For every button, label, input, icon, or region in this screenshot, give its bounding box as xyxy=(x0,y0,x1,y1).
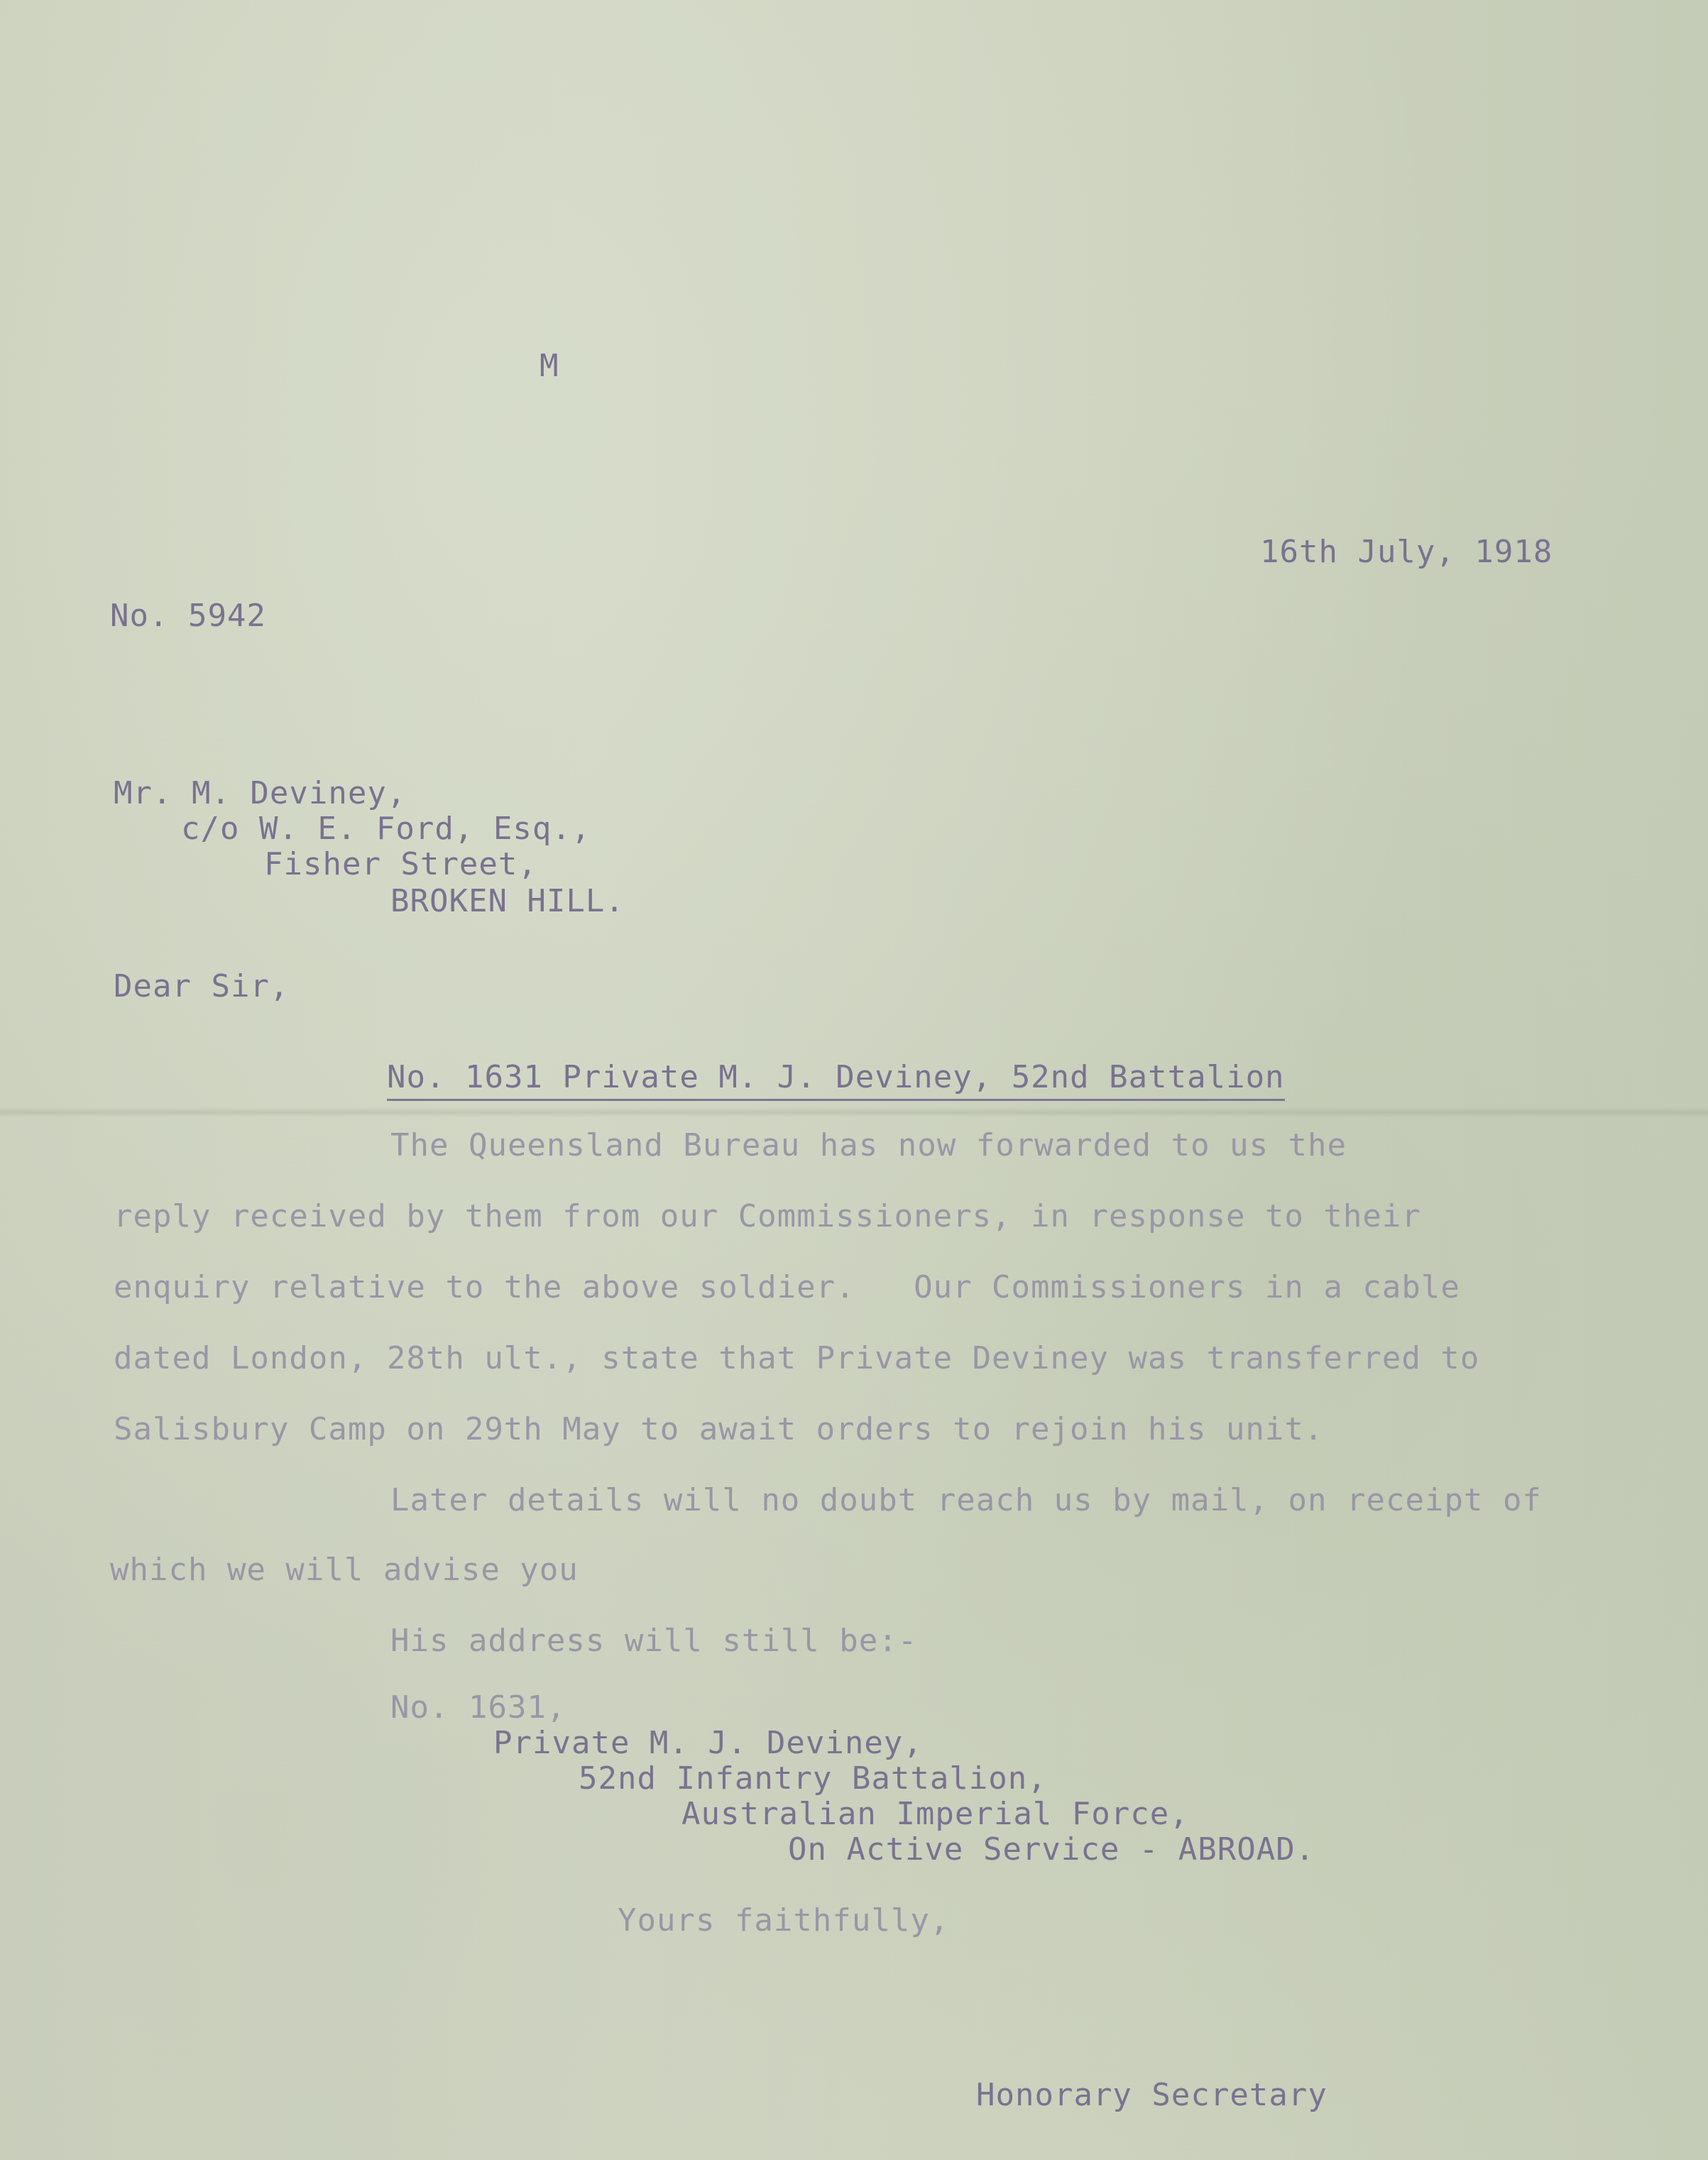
signature-title: Honorary Secretary xyxy=(976,2077,1327,2113)
body-line: Salisbury Camp on 29th May to await orders to rejoin his unit. xyxy=(114,1411,1324,1447)
soldier-address-line: No. 1631, xyxy=(390,1689,566,1726)
body-line: The Queensland Bureau has now forwarded to us the xyxy=(390,1127,1347,1163)
body-line: dated London, 28th ult., state that Private Deviney was transferred to xyxy=(114,1340,1480,1376)
soldier-address-line: Australian Imperial Force, xyxy=(681,1796,1189,1832)
closing: Yours faithfully, xyxy=(618,1902,950,1939)
address-line: Fisher Street, xyxy=(264,846,537,882)
letter-date: 16th July, 1918 xyxy=(1260,534,1553,570)
address-line: Mr. M. Deviney, xyxy=(114,775,407,811)
body-line: enquiry relative to the above soldier. Our Commissioners in a cable xyxy=(114,1269,1460,1305)
letter-initial: M xyxy=(540,348,559,384)
subject-line: No. 1631 Private M. J. Deviney, 52nd Battalion xyxy=(387,1059,1285,1101)
salutation: Dear Sir, xyxy=(114,968,290,1004)
body-line: which we will advise you xyxy=(110,1552,579,1588)
soldier-address-line: On Active Service - ABROAD. xyxy=(788,1831,1315,1868)
soldier-address-line: 52nd Infantry Battalion, xyxy=(579,1760,1047,1797)
body-line: reply received by them from our Commissioners, in response to their xyxy=(114,1198,1421,1234)
address-intro: His address will still be:- xyxy=(390,1623,918,1659)
paper-fold-crease xyxy=(0,1107,1708,1117)
address-line: c/o W. E. Ford, Esq., xyxy=(181,811,591,847)
reference-number: No. 5942 xyxy=(110,598,266,634)
soldier-address-line: Private M. J. Deviney, xyxy=(493,1725,923,1761)
body-line: Later details will no doubt reach us by mail, on receipt of xyxy=(390,1482,1542,1518)
address-line: BROKEN HILL. xyxy=(390,883,625,919)
